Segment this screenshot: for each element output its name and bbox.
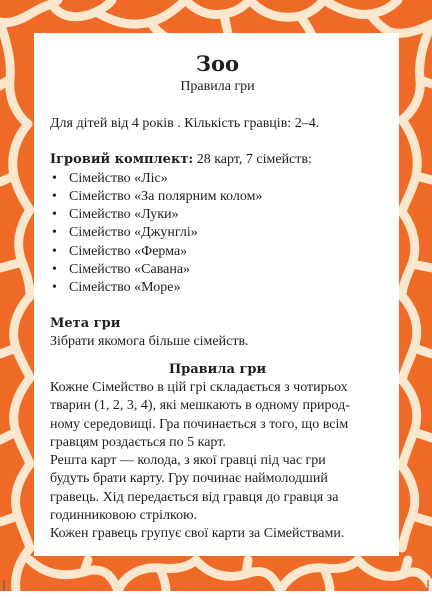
page-bottom-margin <box>0 591 432 597</box>
rules-text <box>50 379 385 544</box>
bullet-icon: • <box>52 225 57 241</box>
family-item: • Сімейство «Ліс» <box>50 170 385 188</box>
rules-line: ному середовищі. Гра починається з того, що всім <box>50 416 349 432</box>
rules-card <box>34 33 399 556</box>
game-title: Зоо <box>195 51 240 76</box>
family-item: • Сімейство «Луки» <box>50 206 385 224</box>
family-item: • Сімейство «За полярним колом» <box>50 188 385 206</box>
game-subtitle: Правила гри <box>180 79 255 94</box>
game-kit <box>50 151 385 169</box>
bullet-icon: • <box>52 170 57 186</box>
rules-line: тварин (1, 2, 3, 4), які мешкають в одному природ- <box>50 398 350 414</box>
goal-heading: Мета гри <box>50 315 121 331</box>
rules-line: Кожне Сімейство в цій грі складається з чотирьох <box>50 379 348 395</box>
rules-line: будуть брати карту. Гру починає наймолодший <box>50 471 328 487</box>
family-item: • Сімейство «Савана» <box>50 261 385 279</box>
rules-line: Кожен гравець групує свої карти за Сімействами. <box>50 526 345 542</box>
families-list <box>50 170 385 298</box>
family-item: • Сімейство «Море» <box>50 279 385 297</box>
rules-line: годинниковою стрілкою. <box>50 508 198 524</box>
rules-line: Решта карт — колода, з якої гравці під час гри <box>50 453 326 469</box>
intro-text: Для дітей від 4 років . Кількість гравців: 2–4. <box>50 116 320 131</box>
kit-label: Ігровий комплект: <box>50 152 194 168</box>
kit-text: 28 карт, 7 сімейств: <box>193 152 312 168</box>
rules-line: гравцям роздається по 5 карт. <box>50 434 226 450</box>
goal-text: Зібрати якомога більше сімейств. <box>50 333 249 349</box>
rules-line: гравець. Хід передається від гравця до гравця за <box>50 489 339 505</box>
bullet-icon: • <box>52 207 57 223</box>
bullet-icon: • <box>52 188 57 204</box>
bullet-icon: • <box>52 280 57 296</box>
bullet-icon: • <box>52 262 57 278</box>
family-item: • Сімейство «Джунглі» <box>50 224 385 242</box>
family-item: • Сімейство «Ферма» <box>50 243 385 261</box>
rules-heading: Правила гри <box>168 361 267 377</box>
bullet-icon: • <box>52 243 57 259</box>
